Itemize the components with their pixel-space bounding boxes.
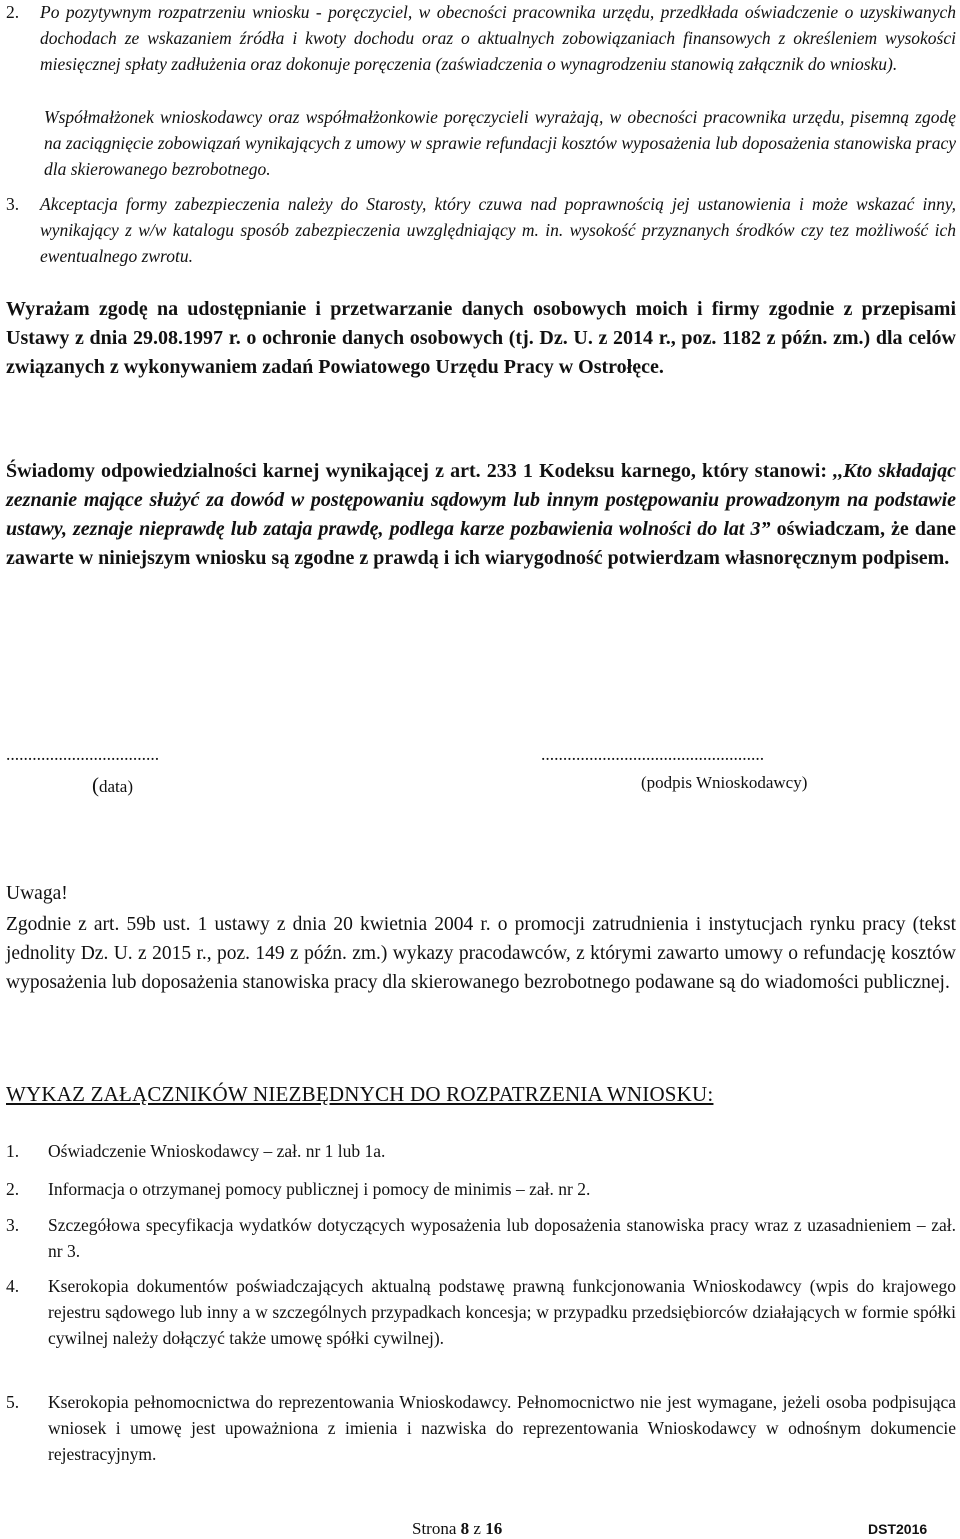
list-item-number: 3. [6,1215,20,1235]
list-item-text: Szczegółowa specyfikacja wydatków dotyczących wyposażenia lub doposażenia stanowiska pracy wraz z uzasadnieniem – zał. nr 3. [48,1215,956,1261]
list-item-number: 1. [6,1141,20,1161]
statement-declaration: oświadczam, że dane zawarte w niniejszym wniosku są zgodne z prawdą i ich wiarygodność potwierdzam własnoręcznym podpisem. [6,518,956,569]
signature-line: ................................................... [541,744,765,764]
list-item-text: Informacja o otrzymanej pomocy publicznej i pomocy de minimis – zał. nr 2. [48,1179,591,1199]
signature-label: (podpis Wnioskodawcy) [641,773,808,792]
section-3-number: 3. [6,194,20,214]
page-number-total: 16 [485,1519,503,1538]
list-item [6,1138,956,1164]
data-processing-consent: Wyrażam zgodę na udostępnianie i przetwarzanie danych osobowych moich i firmy zgodnie z przepisami Ustawy z dnia 29.08.1997 r. o ochronie danych osobowych (tj. Dz. U. z 2014 r., poz. 1182 z późn. zm.) dla celów związanych z wykonywaniem zadań Powiatowego Urzędu Pracy w Ostrołęce. [6,298,956,378]
list-item [6,1273,956,1351]
section-2-text: - poręczyciel, w obecności pracownika urzędu, przedkłada oświadczenie o uzyskiwanych dochodach ze wskazaniem źródła i kwoty dochodu oraz o aktualnych zobowiązaniach finansowych z określeniem wysokości miesięcznej spłaty zadłużenia oraz dokonuje poręczenia (zaświadczenia o wynagrodzeniu stanowią załącznik do wniosku). [40,2,957,74]
section-2-lead: Po pozytywnym rozpatrzeniu wniosku [40,2,310,22]
section-2 [6,0,956,103]
section-3 [6,191,956,269]
page-number [412,1519,502,1539]
list-item-text: Kserokopia pełnomocnictwa do reprezentowania Wnioskodawcy. Pełnomocnictwo nie jest wymagane, jeżeli osoba podpisująca wniosek i umowę jest upoważniona z imienia i nazwiska do reprezentowania Wnioskodawcy w odnośnym dokumencie rejestracyjnym. [48,1392,956,1464]
note-text: Zgodnie z art. 59b ust. 1 ustawy z dnia 20 kwietnia 2004 r. o promocji zatrudnienia i instytucjach rynku pracy (tekst jednolity Dz. U. z 2015 r., poz. 149 z późn. zm.) wykazy pracodawców, z którymi zawarto umowy o refundację kosztów wyposażenia lub doposażenia stanowiska pracy dla skierowanego bezrobotnego podawane są do wiadomości publicznej. [6,914,956,993]
section-3-body: Akceptacja formy zabezpieczenia należy do Starosty, który czuwa nad poprawnością jej ustanowienia i może wskazać inny, wynikający z w/w katalogu sposób zabezpieczenia uwzględniający m. in. wysokość przyznanych środków czy tez możliwość ich ewentualnego zwrotu. [40,194,956,266]
list-item [6,1389,956,1467]
note-title: Uwaga! [6,883,68,904]
document-code: DST2016 [868,1521,928,1537]
list-item-text: Kserokopia dokumentów poświadczających aktualną podstawę prawną funkcjonowania Wnioskodawcy (wpis do krajowego rejestru sądowego lub inny a w szczególnych przypadkach koncesja; w przypadku przedsiębiorców działających w formie spółki cywilnej należy dołączyć także umowę spółki cywilnej). [48,1276,956,1348]
page-number-current: 8 [460,1519,470,1538]
page-number-prefix: Strona [412,1519,461,1538]
list-item-number: 2. [6,1179,20,1199]
list-item [6,1176,956,1202]
section-2-number: 2. [6,2,20,22]
date-line: ................................... [6,744,160,764]
date-label [92,773,133,798]
section-2-body [40,0,956,77]
criminal-liability-statement [6,457,956,573]
date-label-paren: ( [92,773,99,797]
page-number-of: z [469,1519,486,1538]
statement-quote: ,,Kto składając zeznanie mające służyć za dowód w postępowaniu sądowym lub innym postępowaniu prowadzonym na podstawie ustawy, zeznaje nieprawdę lub zataja prawdę, podlega karze pozbawienia wolności do lat 3” [6,460,956,540]
list-item [6,1212,956,1264]
list-item-number: 4. [6,1276,20,1296]
list-item-number: 5. [6,1392,20,1412]
spouse-consent-paragraph: Współmałżonek wnioskodawcy oraz współmałżonkowie poręczycieli wyrażają, w obecności pracownika urzędu, pisemną zgodę na zaciągnięcie zobowiązań wynikających z umowy w sprawie refundacji kosztów wyposażenia lub doposażenia stanowiska pracy dla skierowanego bezrobotnego. [44,107,956,179]
date-label-text: data) [99,777,133,796]
attachments-heading: WYKAZ ZAŁĄCZNIKÓW NIEZBĘDNYCH DO ROZPATRZENIA WNIOSKU: [6,1082,714,1106]
statement-intro: Świadomy odpowiedzialności karnej wynikającej z art. 233 1 Kodeksu karnego, który stanowi: [6,460,834,482]
list-item-text: Oświadczenie Wnioskodawcy – zał. nr 1 lub 1a. [48,1141,386,1161]
